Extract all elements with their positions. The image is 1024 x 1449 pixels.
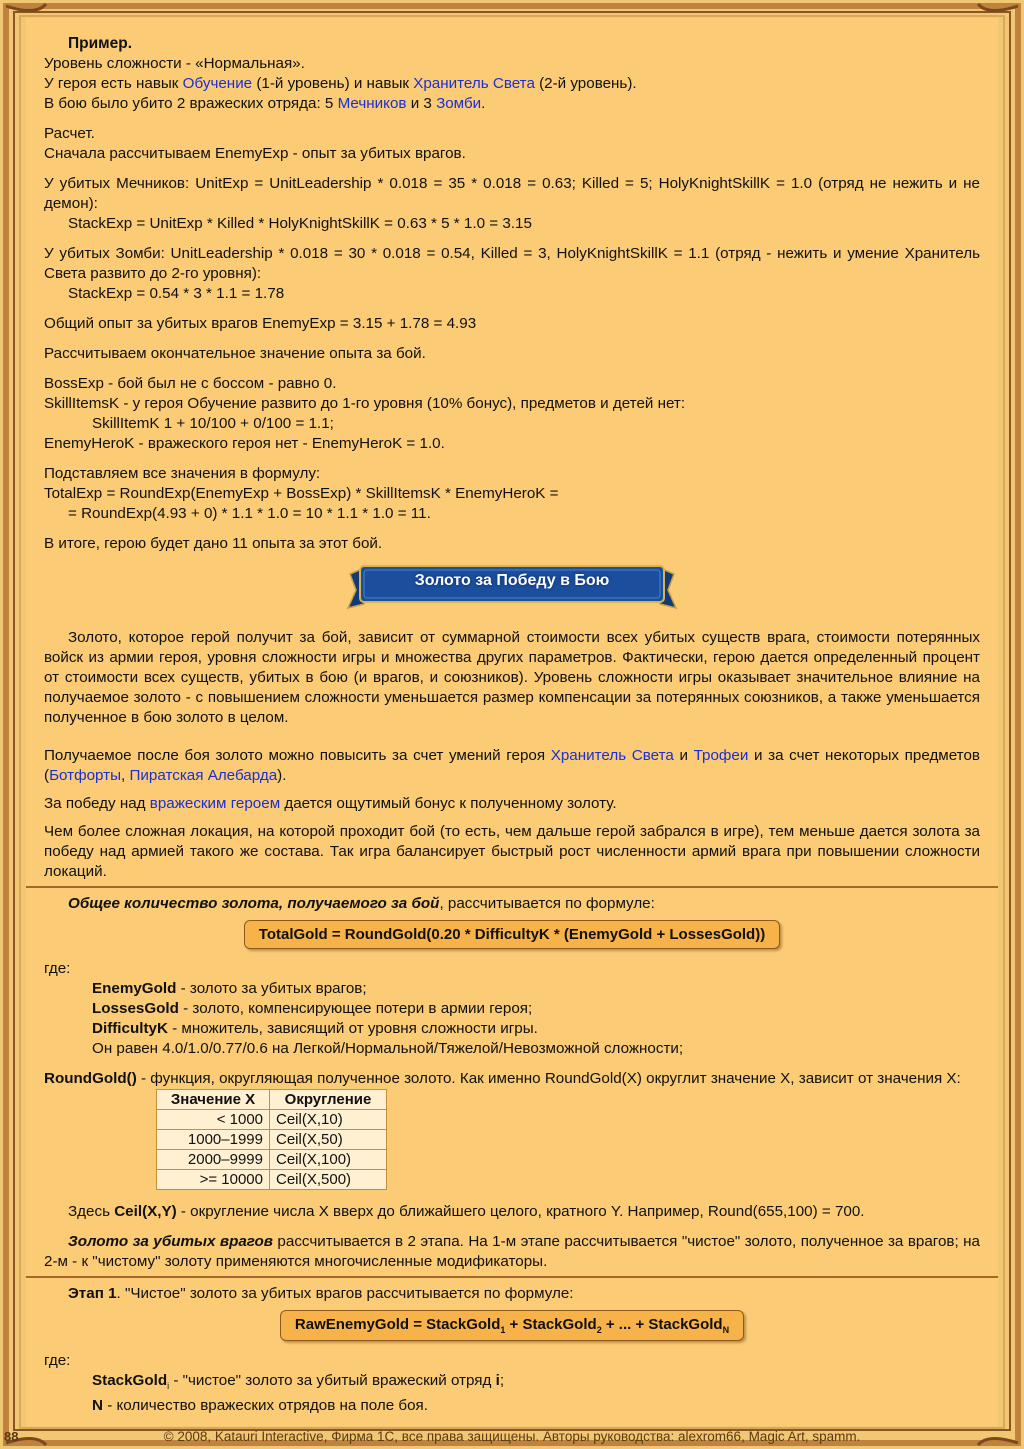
link-piratskaya-alebarda[interactable]: Пиратская Алебарда [129,767,278,784]
zombie-calc: У убитых Зомби: UnitLeadership * 0.018 = 30 * 0.018 = 0.54, Killed = 3, HolyKnightSkillK = 1.1 (отряд - нежить и умение Хранитель Света развито до 2-го уровня): StackExp = 0.54 * 3 * 1.1 = 1.78 [44,245,980,302]
gold-paragraph-2: Получаемое после боя золото можно повысить за счет умений героя Хранитель Света и Трофеи и за счет некоторых предметов (Ботфорты, Пиратская Алебарда). [44,747,980,784]
table-header-row: Значение X Округление [157,1090,387,1110]
gold-paragraph-1: Золото, которое герой получит за бой, зависит от суммарной стоимости всех убитых существ врага, стоимости потерянных войск из армии героя, уровня сложности игры и множества других параметров. Фактически, герою дается определенный процент от стоимости всех существ, убитых в бою (и врагов, и союзников). Уровень сложности игры оказывает значительное влияние на получаемое золото - с повышением сложности уменьшается размер компенсации за потерянных союзников, а также уменьшается полученное в бою золото в целом. [44,629,980,726]
example-result: В итоге, герою будет дано 11 опыта за этот бой. [44,535,383,552]
stage1-heading: Этап 1. "Чистое" золото за убитых врагов рассчитывается по формуле: [68,1285,574,1302]
gold-paragraph-4: Чем более сложная локация, на которой проходит бой (то есть, чем дальше герой забрался в игре), тем меньше дается золота за победу над армией такого же состава. Так игра балансирует быстрый рост численности армий врага при повышении сложности локаций. [44,823,980,880]
link-zombie[interactable]: Зомби [436,95,482,112]
roundgold-description: RoundGold() - функция, округляющая полученное золото. Как именно RoundGold(X) округлит значение X, зависит от значения X: [44,1070,961,1087]
banner-title: Золото за Победу в Бою [414,572,610,589]
killed-gold-paragraph: Золото за убитых врагов рассчитывается в 2 этапа. На 1-м этапе рассчитывается "чистое" золото, полученное за врагов; на 2-м - к "чистому" золоту применяются многочисленные модификаторы. [44,1233,980,1270]
link-enemy-hero[interactable]: вражеским героем [149,795,281,812]
link-botforty[interactable]: Ботфорты [49,767,122,784]
example-skills: У героя есть навык Обучение (1-й уровень) и навык Хранитель Света (2-й уровень). [44,75,637,92]
divider [26,1276,998,1278]
section-banner [44,564,980,610]
copyright-footer: © 2008, Katauri Interactive, Фирма 1С, все права защищены. Авторы руководства: alexrom66, Magic Art, spamm. [163,1429,861,1444]
link-obuchenie[interactable]: Обучение [182,75,253,92]
table-row: >= 10000 Ceil(X,500) [157,1170,387,1190]
link-mechniki[interactable]: Мечников [337,95,407,112]
swordsmen-calc: У убитых Мечников: UnitExp = UnitLeadership * 0.018 = 35 * 0.018 = 0.63; Killed = 5; HolyKnightSkillK = 1.0 (отряд не нежить и не демон): StackExp = UnitExp * Killed * HolyKnightSkillK = 0.63 * 5 * 1.0 = 3.15 [44,175,980,232]
ceil-description: Здесь Ceil(X,Y) - округление числа X вверх до ближайшего целого, кратного Y. Например, Round(655,100) = 700. [68,1203,865,1220]
total-gold-definitions: где: EnemyGold - золото за убитых врагов; LossesGold - золото, компенсирующее потери в армии героя; DifficultyK - множитель, зависящий от уровня сложности игры. Он равен 4.0/1.0/0.77/0.6 на Легкой/Нормальной/Тяжелой/Невозможной сложности; [44,960,684,1057]
link-hranitel-sveta[interactable]: Хранитель Света [413,75,535,92]
example-kills: В бою было убито 2 вражеских отряда: 5 Мечников и 3 Зомби. [44,95,486,112]
substitution-block: Подставляем все значения в формулу: TotalExp = RoundExp(EnemyExp + BossExp) * SkillItemsK * EnemyHeroK = = RoundExp(4.93 + 0) * 1.1 * 1.0 = 10 * 1.1 * 1.0 = 11. [44,465,559,522]
table-row: 1000–1999 Ceil(X,50) [157,1130,387,1150]
example-title: Пример. [68,35,132,52]
example-difficulty: Уровень сложности - «Нормальная». [44,55,305,72]
page-sheet [26,18,998,1426]
table-row: < 1000 Ceil(X,10) [157,1110,387,1130]
raw-enemy-gold-formula: RawEnemyGold = StackGold$_1$ + StackGold$_2$ + ... + StackGold$_N$ [280,1310,744,1341]
link-trofei[interactable]: Трофеи [693,747,749,764]
calc-intro: Расчет. Сначала рассчитываем EnemyExp - опыт за убитых врагов. [44,125,466,162]
gold-paragraph-3: За победу над вражеским героем дается ощутимый бонус к полученному золоту. [44,795,617,812]
final-calc-intro: Рассчитываем окончательное значение опыта за бой. [44,345,426,362]
page-number: 88 [4,1429,19,1444]
stage1-definitions: где: StackGold$_i$ - "чистое" золото за убитый вражеский отряд i; N - количество вражеских отрядов на поле боя. [44,1352,505,1415]
divider [26,886,998,888]
total-gold-formula: TotalGold = RoundGold(0.20 * DifficultyK * (EnemyGold + LossesGold)) [244,920,780,949]
enemyexp-total: Общий опыт за убитых врагов EnemyExp = 3.15 + 1.78 = 4.93 [44,315,477,332]
link-hranitel-sveta-2[interactable]: Хранитель Света [550,747,674,764]
total-gold-heading: Общее количество золота, получаемого за бой, рассчитывается по формуле: [68,895,655,912]
rounding-table [156,1089,387,1190]
table-row: 2000–9999 Ceil(X,100) [157,1150,387,1170]
modifiers-block: BossExp - бой был не с боссом - равно 0. SkillItemsK - у героя Обучение развито до 1-го уровня (10% бонус), предметов и детей нет: SkillItemK 1 + 10/100 + 0/100 = 1.1; EnemyHeroK - вражеского героя нет - EnemyHeroK = 1.0. [44,375,686,452]
example-block [44,34,980,114]
